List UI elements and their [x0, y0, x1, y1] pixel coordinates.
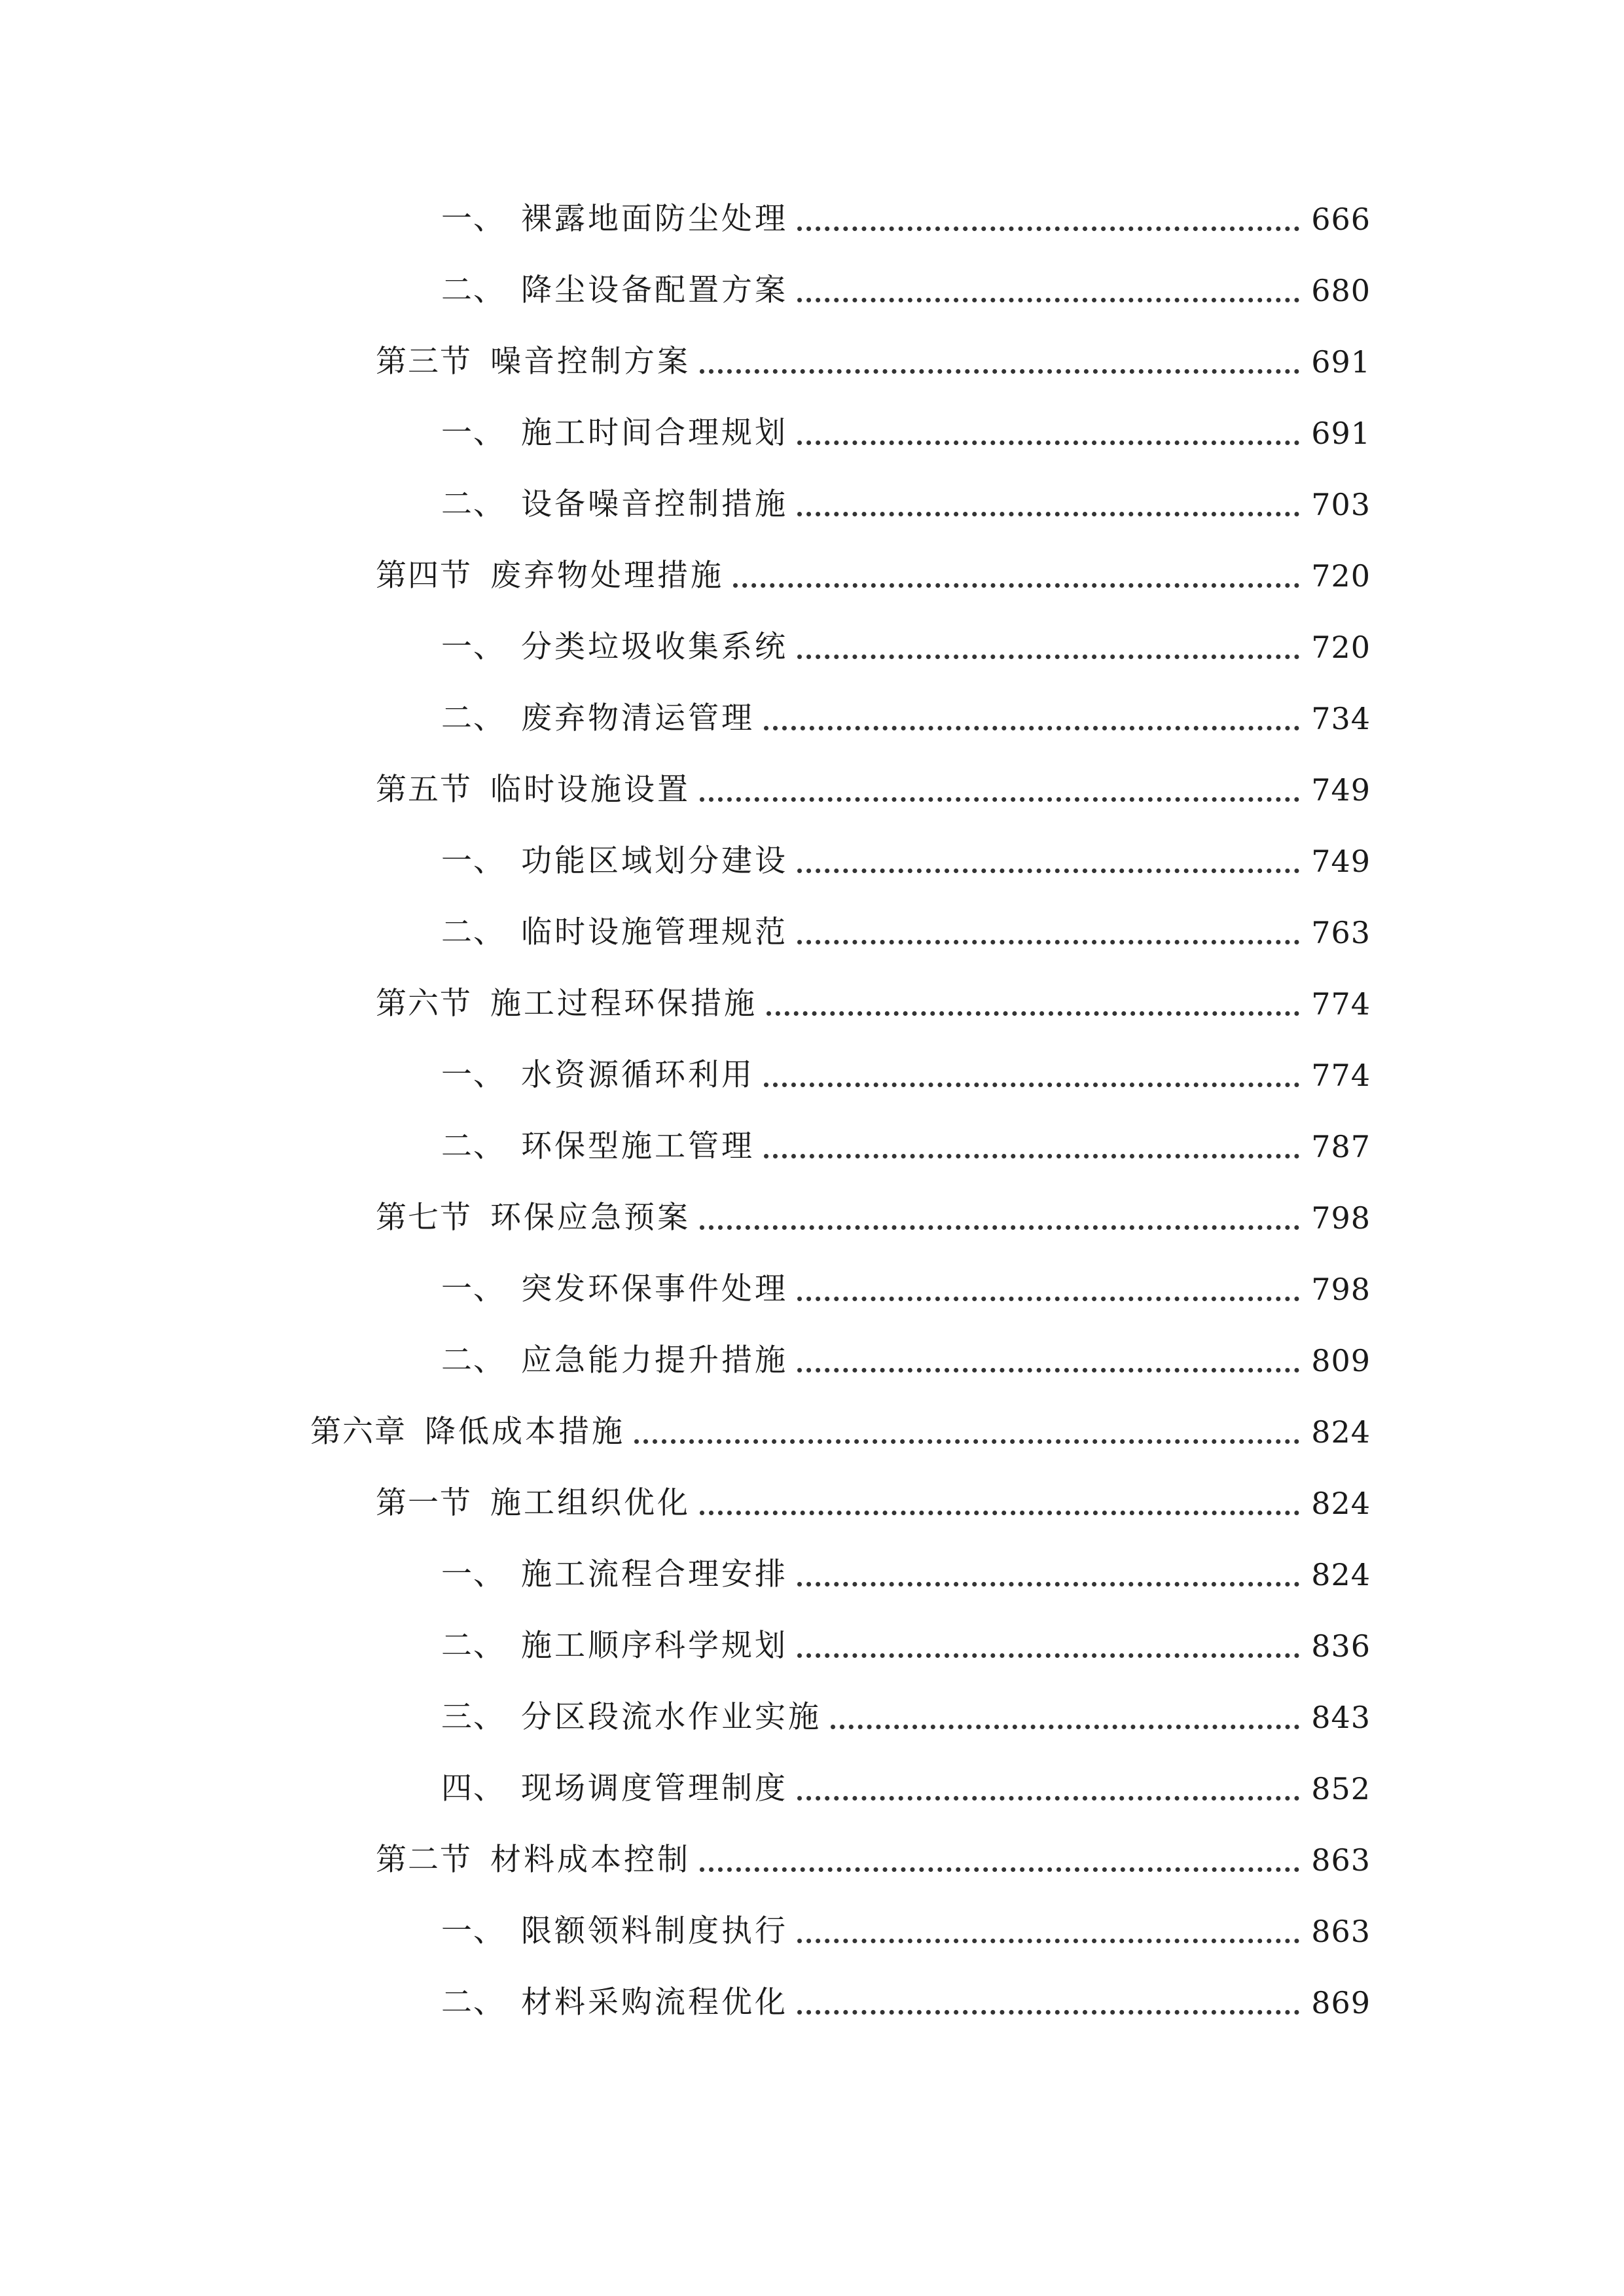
toc-entry[interactable]: [441, 478, 1371, 531]
dot-leader: [797, 1905, 1299, 1958]
toc-entry[interactable]: [441, 1977, 1371, 2029]
toc-entry-page: 863: [1311, 1914, 1371, 1949]
toc-entry-page: 680: [1311, 273, 1371, 308]
toc-entry-title: 噪音控制方案: [490, 344, 691, 380]
dot-leader: [797, 264, 1299, 317]
toc-entry-number: 第三节: [376, 344, 472, 380]
toc-entry-number: 第二节: [376, 1842, 472, 1878]
toc-entry-page: 666: [1311, 202, 1371, 237]
dot-leader: [797, 1620, 1299, 1672]
dot-leader: [733, 550, 1299, 602]
toc-entry-page: 749: [1311, 844, 1371, 879]
toc-entry-page: 798: [1311, 1272, 1371, 1307]
toc-entry[interactable]: [441, 692, 1371, 745]
toc-entry-title: 环保应急预案: [490, 1200, 691, 1236]
toc-entry-number: 一、: [441, 629, 505, 665]
dot-leader: [700, 764, 1299, 816]
toc-entry-page: 824: [1311, 1414, 1371, 1450]
dot-leader: [764, 692, 1299, 745]
toc-entry-title: 裸露地面防尘处理: [521, 201, 788, 237]
dot-leader: [797, 1263, 1299, 1316]
toc-entry-number: 三、: [441, 1699, 505, 1735]
toc-entry-number: 一、: [441, 843, 505, 879]
toc-entry-number: 二、: [441, 1342, 505, 1378]
toc-entry-title: 废弃物清运管理: [521, 700, 755, 736]
toc-entry-number: 一、: [441, 1913, 505, 1949]
toc-entry-title: 功能区域划分建设: [521, 843, 788, 879]
toc-entry-number: 二、: [441, 272, 505, 308]
toc-entry-title: 临时设施管理规范: [521, 914, 788, 950]
toc-entry[interactable]: [441, 1049, 1371, 1102]
toc-entry-page: 824: [1311, 1486, 1371, 1521]
toc-entry-page: 863: [1311, 1842, 1371, 1878]
toc-entry-number: 二、: [441, 700, 505, 736]
dot-leader: [764, 1049, 1299, 1102]
toc-entry-number: 四、: [441, 1770, 505, 1806]
toc-entry-title: 降尘设备配置方案: [521, 272, 788, 308]
toc-entry-number: 一、: [441, 201, 505, 237]
toc-entry[interactable]: [441, 1620, 1371, 1672]
toc-entry-title: 施工时间合理规划: [521, 415, 788, 451]
toc-entry-number: 第七节: [376, 1200, 472, 1236]
dot-leader: [797, 407, 1299, 459]
toc-entry[interactable]: [310, 1406, 1371, 1458]
dot-leader: [797, 621, 1299, 673]
dot-leader: [797, 835, 1299, 888]
toc-entry-number: 一、: [441, 1556, 505, 1592]
toc-entry[interactable]: [441, 1549, 1371, 1601]
toc-entry[interactable]: [441, 1763, 1371, 1815]
toc-entry-title: 现场调度管理制度: [521, 1770, 788, 1806]
toc-entry-page: 720: [1311, 630, 1371, 665]
toc-entry[interactable]: [441, 1121, 1371, 1173]
toc-entry-number: 第一节: [376, 1485, 472, 1521]
toc-entry-number: 一、: [441, 415, 505, 451]
toc-entry[interactable]: [376, 1477, 1371, 1530]
toc-entry-number: 一、: [441, 1057, 505, 1093]
toc-entry-title: 水资源循环利用: [521, 1057, 755, 1093]
toc-entry-page: 843: [1311, 1700, 1371, 1735]
dot-leader: [797, 906, 1299, 959]
toc-entry[interactable]: [441, 621, 1371, 673]
toc-entry[interactable]: [376, 1192, 1371, 1244]
toc-entry-page: 774: [1311, 1058, 1371, 1093]
toc-entry[interactable]: [441, 1905, 1371, 1958]
toc-entry[interactable]: [441, 1335, 1371, 1387]
dot-leader: [700, 336, 1299, 388]
toc-entry-title: 分类垃圾收集系统: [521, 629, 788, 665]
dot-leader: [797, 1977, 1299, 2029]
toc-entry-title: 材料成本控制: [490, 1842, 691, 1878]
toc-entry-page: 798: [1311, 1200, 1371, 1236]
toc-entry-page: 852: [1311, 1771, 1371, 1806]
toc-entry-number: 二、: [441, 486, 505, 522]
toc-entry[interactable]: [376, 550, 1371, 602]
toc-entry[interactable]: [376, 978, 1371, 1030]
toc-entry-title: 应急能力提升措施: [521, 1342, 788, 1378]
toc-entry-number: 第六节: [376, 986, 472, 1022]
toc-entry[interactable]: [441, 264, 1371, 317]
toc-entry[interactable]: [376, 1834, 1371, 1886]
toc-entry-page: 824: [1311, 1557, 1371, 1592]
dot-leader: [797, 193, 1299, 245]
toc-entry[interactable]: [441, 1263, 1371, 1316]
toc-entry-title: 突发环保事件处理: [521, 1271, 788, 1307]
toc-entry-page: 691: [1311, 344, 1371, 380]
toc-entry-page: 787: [1311, 1129, 1371, 1164]
toc-entry-page: 836: [1311, 1628, 1371, 1664]
toc-entry-title: 环保型施工管理: [521, 1128, 755, 1164]
toc-entry-title: 施工顺序科学规划: [521, 1628, 788, 1664]
toc-entry-title: 分区段流水作业实施: [521, 1699, 821, 1735]
toc-entry-number: 二、: [441, 914, 505, 950]
toc-entry-title: 施工流程合理安排: [521, 1556, 788, 1592]
toc-entry-page: 869: [1311, 1985, 1371, 2020]
toc-entry-page: 809: [1311, 1343, 1371, 1378]
toc-entry-title: 限额领料制度执行: [521, 1913, 788, 1949]
dot-leader: [797, 1335, 1299, 1387]
toc-entry-number: 第六章: [310, 1414, 406, 1450]
dot-leader: [767, 978, 1299, 1030]
toc-entry-page: 720: [1311, 558, 1371, 594]
toc-entry-title: 临时设施设置: [490, 772, 691, 808]
toc-entry-number: 一、: [441, 1271, 505, 1307]
toc-entry[interactable]: [441, 906, 1371, 959]
toc-entry[interactable]: [441, 407, 1371, 459]
toc-entry[interactable]: [376, 336, 1371, 388]
dot-leader: [700, 1192, 1299, 1244]
toc-entry[interactable]: [441, 1691, 1371, 1744]
toc-entry-number: 第四节: [376, 558, 472, 594]
toc-entry-title: 材料采购流程优化: [521, 1984, 788, 2020]
toc-entry-title: 废弃物处理措施: [490, 558, 724, 594]
dot-leader: [831, 1691, 1299, 1744]
dot-leader: [700, 1477, 1299, 1530]
toc-entry-page: 691: [1311, 416, 1371, 451]
dot-leader: [634, 1406, 1299, 1458]
toc-entry[interactable]: [441, 835, 1371, 888]
toc-entry-page: 734: [1311, 701, 1371, 736]
dot-leader: [700, 1834, 1299, 1886]
toc-entry-number: 二、: [441, 1984, 505, 2020]
toc-entry-title: 施工过程环保措施: [490, 986, 757, 1022]
toc-entry-page: 703: [1311, 487, 1371, 522]
toc-entry-page: 749: [1311, 772, 1371, 808]
toc-entry-page: 763: [1311, 915, 1371, 950]
toc-entry-number: 二、: [441, 1628, 505, 1664]
dot-leader: [797, 1763, 1299, 1815]
dot-leader: [797, 1549, 1299, 1601]
toc-entry-title: 降低成本措施: [425, 1414, 625, 1450]
toc-entry[interactable]: [376, 764, 1371, 816]
toc-entry-number: 第五节: [376, 772, 472, 808]
toc-entry[interactable]: [441, 193, 1371, 245]
toc-entry-title: 设备噪音控制措施: [521, 486, 788, 522]
dot-leader: [764, 1121, 1299, 1173]
dot-leader: [797, 478, 1299, 531]
toc-entry-page: 774: [1311, 986, 1371, 1022]
toc-entry-title: 施工组织优化: [490, 1485, 691, 1521]
toc-entry-number: 二、: [441, 1128, 505, 1164]
